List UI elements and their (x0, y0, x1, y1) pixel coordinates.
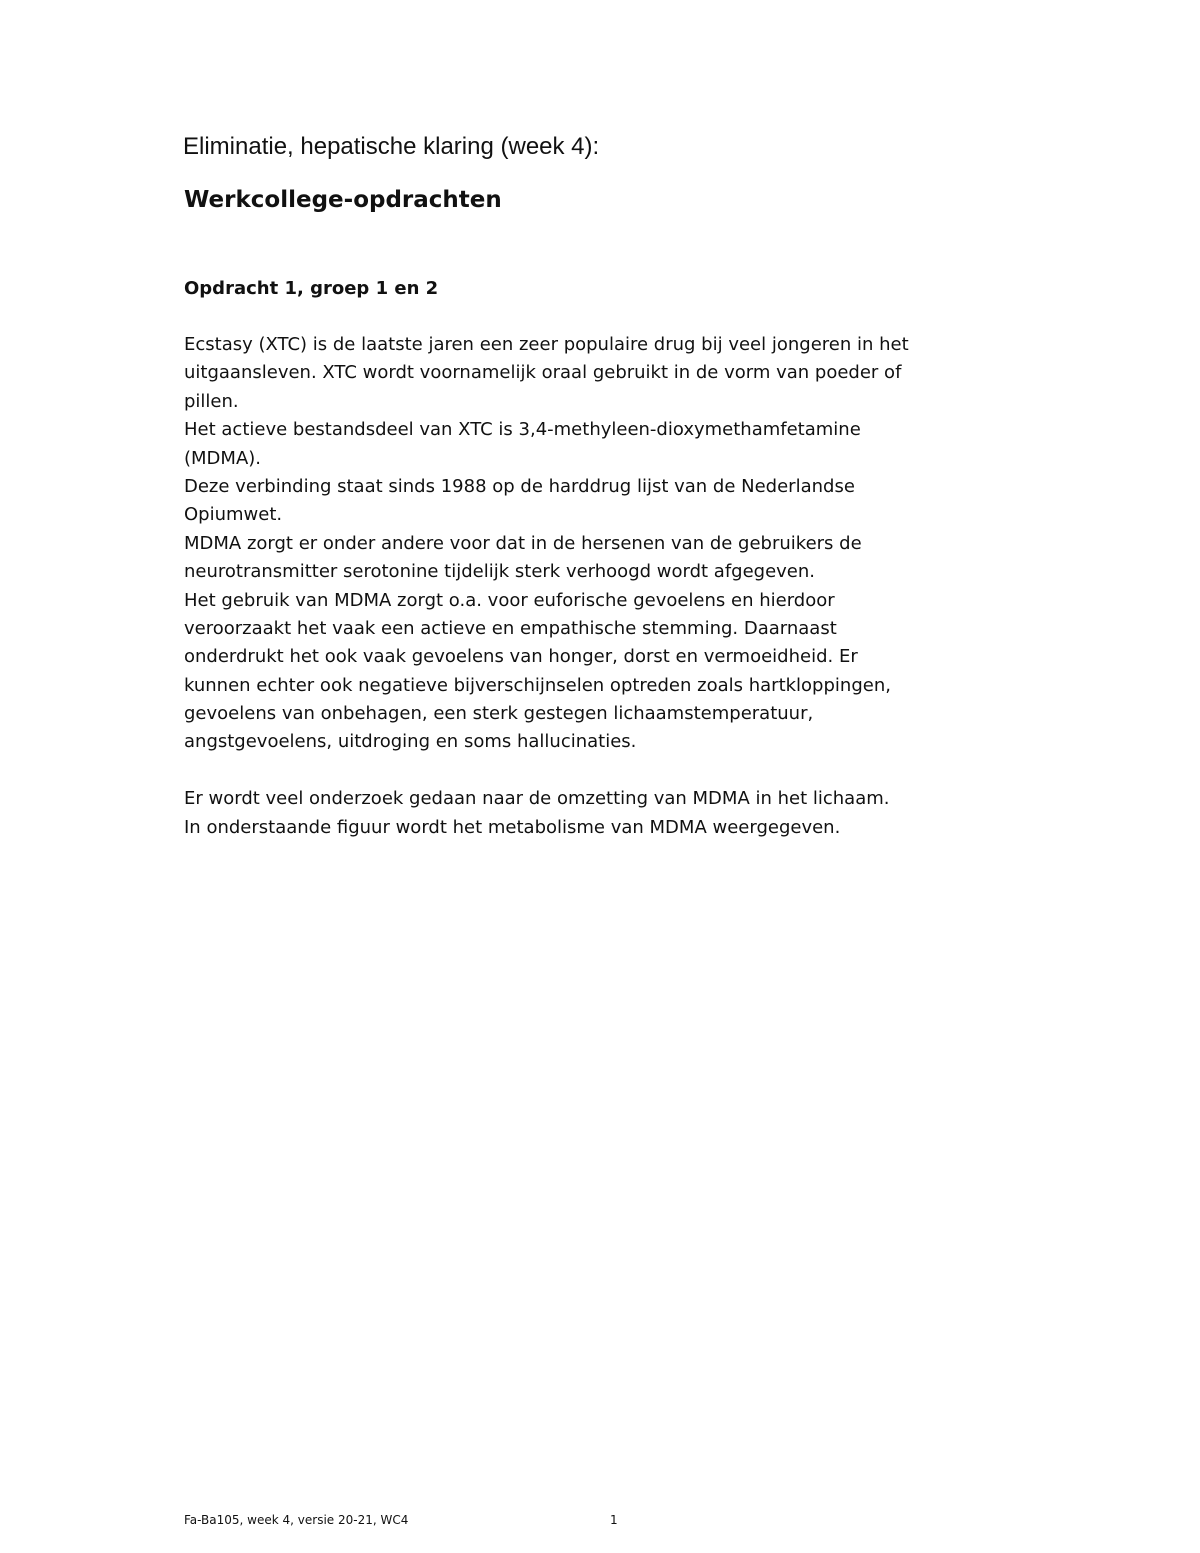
document-title: Werkcollege-opdrachten (184, 187, 502, 213)
paragraph-line: Opiumwet. (184, 504, 283, 526)
paragraph-line: angstgevoelens, uitdroging en soms hallucinaties. (184, 731, 637, 753)
paragraph-line: Het gebruik van MDMA zorgt o.a. voor euforische gevoelens en hierdoor (184, 589, 835, 611)
paragraph-line: uitgaansleven. XTC wordt voornamelijk oraal gebruikt in de vorm van poeder of (184, 362, 902, 384)
paragraph-line: Het actieve bestandsdeel van XTC is 3,4-methyleen-dioxymethamfetamine (184, 419, 861, 441)
paragraph-line: Ecstasy (XTC) is de laatste jaren een zeer populaire drug bij veel jongeren in het (184, 334, 909, 355)
paragraph-spacer (184, 757, 1064, 785)
paragraph-line: kunnen echter ook negatieve bijverschijnselen optreden zoals hartkloppingen, (184, 674, 891, 696)
paragraph-line: veroorzaakt het vaak een actieve en empathische stemming. Daarnaast (184, 617, 837, 639)
document-subtitle: Eliminatie, hepatische klaring (week 4): (183, 133, 600, 160)
footer-course-info: Fa-Ba105, week 4, versie 20-21, WC4 (184, 1513, 409, 1527)
paragraph-line: (MDMA). (184, 447, 262, 469)
paragraph-line: neurotransmitter serotonine tijdelijk sterk verhoogd wordt afgegeven. (184, 561, 816, 583)
paragraph-line: pillen. (184, 390, 239, 412)
paragraph-line: In onderstaande figuur wordt het metabolisme van MDMA weergegeven. (184, 816, 841, 838)
paragraph-line: onderdrukt het ook vaak gevoelens van honger, dorst en vermoeidheid. Er (184, 646, 858, 668)
paragraph-line: Er wordt veel onderzoek gedaan naar de omzetting van MDMA in het lichaam. (184, 788, 890, 810)
paragraph-line: gevoelens van onbehagen, een sterk gestegen lichaamstemperatuur, (184, 703, 814, 725)
footer-page-number: 1 (610, 1513, 618, 1527)
paragraph-line: MDMA zorgt er onder andere voor dat in de hersenen van de gebruikers de (184, 532, 862, 554)
paragraph-line: Deze verbinding staat sinds 1988 op de harddrug lijst van de Nederlandse (184, 475, 855, 497)
assignment-body (184, 331, 1064, 842)
section-heading: Opdracht 1, groep 1 en 2 (184, 278, 439, 299)
